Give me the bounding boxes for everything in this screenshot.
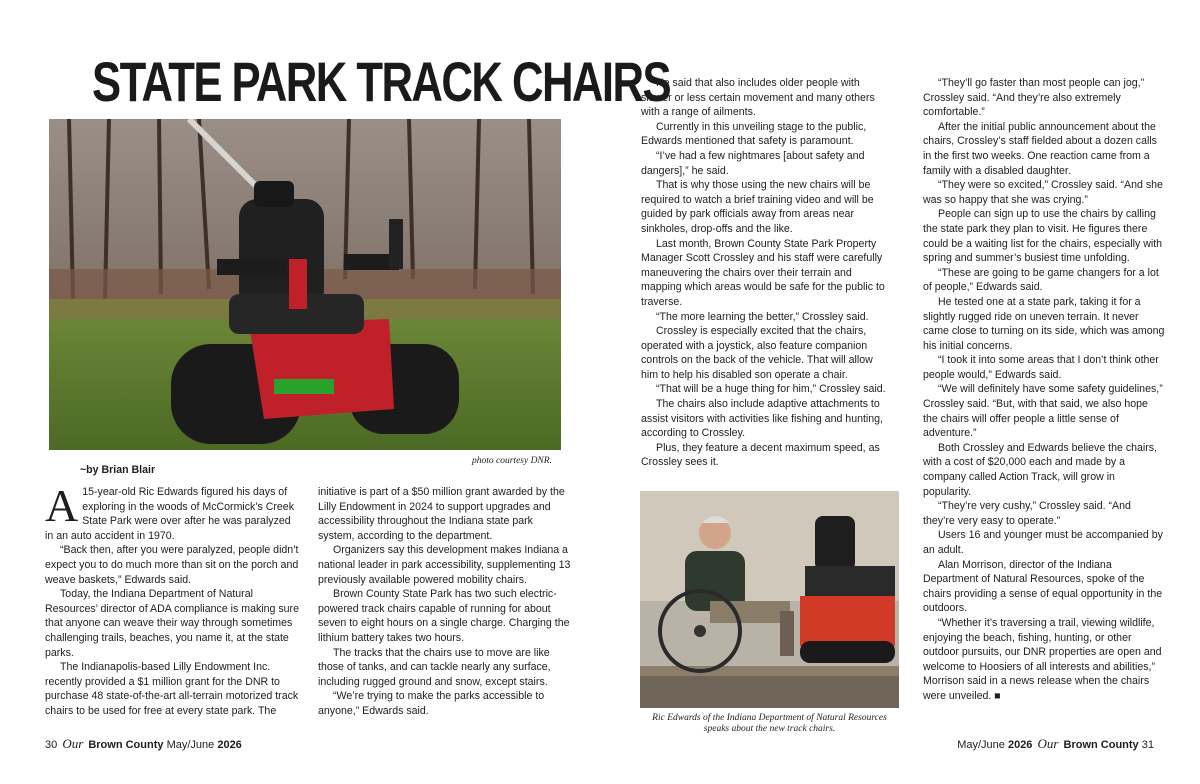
paragraph: initiative is part of a $50 million grant awarded by the Lilly Endowment in 2024 to support upgrades and accessibility throughout the Indiana state park system, according to the department. xyxy=(318,486,565,542)
issue-year: 2026 xyxy=(1007,739,1033,751)
photo-credit: photo courtesy DNR. xyxy=(472,456,552,466)
track-chair-photo xyxy=(49,119,561,450)
paragraph: The chairs also include adaptive attachments to assist visitors with activities like fishing and hunting, according to Crossley. xyxy=(641,398,883,440)
footer-left xyxy=(45,736,242,752)
paragraph: Currently in this unveiling stage to the public, Edwards mentioned that safety is paramount. xyxy=(641,120,867,148)
paragraph: “They were so excited,” Crossley said. “And she was so happy that she was crying.” xyxy=(923,179,1163,206)
column-1 xyxy=(45,480,299,719)
magazine-name: Brown County xyxy=(1063,739,1139,751)
paragraph: He said that also includes older people with slower or less certain movement and many others with a range of ailments. xyxy=(641,77,875,119)
paragraph: The Indianapolis-based Lilly Endowment Inc. recently provided a $1 million grant for the DNR to purchase 48 state-of-the-art all-terrain motorized track chairs to be used for free at every state park. The xyxy=(45,661,299,717)
paragraph: Users 16 and younger must be accompanied by an adult. xyxy=(923,529,1163,556)
speaker-photo xyxy=(640,491,899,708)
paragraph: The tracks that the chairs use to move are like those of tanks, and can tackle nearly any surface, including rugged ground and snow, except stairs. xyxy=(318,646,551,688)
paragraph: “The more learning the better,” Crossley said. xyxy=(656,310,869,323)
paragraph: “I’ve had a few nightmares [about safety and dangers],” he said. xyxy=(641,149,865,177)
paragraph: Brown County State Park has two such electric-powered track chairs capable of running for about seven to eight hours on a single charge. Charging the lithium battery takes two hours. xyxy=(318,588,570,644)
paragraph: Today, the Indiana Department of Natural Resources’ director of ADA compliance is making sure that anyone can weave their way through sometimes challenging trails, beaches, you name it, at the state parks. xyxy=(45,588,299,659)
paragraph: Both Crossley and Edwards believe the chairs, with a cost of $20,000 each and made by a company called Action Track, will grow in popularity. xyxy=(923,441,1158,498)
paragraph: Plus, they feature a decent maximum speed, as Crossley sees it. xyxy=(641,441,880,469)
magazine-name: Brown County xyxy=(88,739,164,751)
paragraph: “They’re very cushy,” Crossley said. “And they’re very easy to operate.” xyxy=(923,500,1131,527)
page-number: 30 xyxy=(45,739,58,751)
drop-cap: A xyxy=(45,480,79,531)
paragraph: “That will be a huge thing for him,” Crossley said. xyxy=(656,383,886,396)
photo-caption: Ric Edwards of the Indiana Department of Natural Resources speaks about the new track chairs. xyxy=(652,713,887,734)
column-4 xyxy=(923,76,1165,704)
paragraph: 15-year-old Ric Edwards figured his days of exploring in the woods of McCormick’s Creek State Park were over after he was paralyzed in an auto accident in 1970. xyxy=(45,486,294,542)
paragraph: He tested one at a state park, taking it for a slightly rugged ride on uneven terrain. It never came close to turning on its side, which was among his initial concerns. xyxy=(923,295,1165,352)
footer-right xyxy=(957,736,1154,752)
magazine-our: Our xyxy=(62,736,84,751)
page-number: 31 xyxy=(1141,739,1154,751)
paragraph: “These are going to be game changers for a lot of people,” Edwards said. xyxy=(923,266,1159,294)
paragraph: “We’re trying to make the parks accessible to anyone,” Edwards said. xyxy=(318,690,545,717)
paragraph: “I took it into some areas that I don’t think other people would,” Edwards said. xyxy=(923,354,1159,381)
column-3 xyxy=(641,76,892,470)
byline: ~by Brian Blair xyxy=(80,464,156,476)
paragraph: People can sign up to use the chairs by calling the state park they plan to visit. He figures there could be a waiting list for the chairs, especially with spring and summer’s busiest time unfolding. xyxy=(923,208,1163,265)
column-2 xyxy=(318,485,571,719)
issue-date: May/June xyxy=(166,739,215,751)
paragraph: After the initial public announcement about the chairs, Crossley’s staff fielded about a dozen calls in the first two weeks. One reaction came from a family with a disabled daughter. xyxy=(923,120,1157,177)
paragraph: Last month, Brown County State Park Property Manager Scott Crossley and his staff were carefully maneuvering the chairs over their terrain and mapping which areas would be safe for the public to traverse. xyxy=(641,237,885,308)
page-title: STATE PARK TRACK CHAIRS xyxy=(92,50,671,113)
paragraph: That is why those using the new chairs will be required to watch a brief training video and will be guided by park officials away from areas near sinkholes, drop-offs and the like. xyxy=(641,179,874,235)
paragraph: “They’ll go faster than most people can jog,” Crossley said. “And they’re also extremely comfortable.” xyxy=(923,77,1145,119)
magazine-our: Our xyxy=(1037,736,1059,751)
paragraph: Organizers say this development makes Indiana a national leader in park accessibility, supplementing 13 previously available powered mobility chairs. xyxy=(318,544,571,586)
issue-year: 2026 xyxy=(217,739,242,751)
issue-date: May/June xyxy=(957,739,1005,751)
paragraph: “Whether it’s traversing a trail, viewing wildlife, enjoying the beach, fishing, hunting, or other outdoor pursuits, our DNR properties are open and welcome to Hoosiers of all interests and abilities,” Morrison said in a news release when the chairs were unveiled. ■ xyxy=(923,616,1162,702)
paragraph: Alan Morrison, director of the Indiana Department of Natural Resources, spoke of the chairs providing a sense of equal opportunity in the outdoors. xyxy=(923,558,1163,615)
paragraph: “Back then, after you were paralyzed, people didn’t expect you to do much more than sit on the porch and weave baskets,” Edwards said. xyxy=(45,544,299,586)
paragraph: Crossley is especially excited that the chairs, operated with a joystick, also feature companion controls on the back of the vehicle. That will allow him to help his disabled son operate a chair. xyxy=(641,325,873,381)
paragraph: “We will definitely have some safety guidelines,” Crossley said. “But, with that said, we also hope the chairs will offer people a little sense of adventure.” xyxy=(923,383,1163,440)
